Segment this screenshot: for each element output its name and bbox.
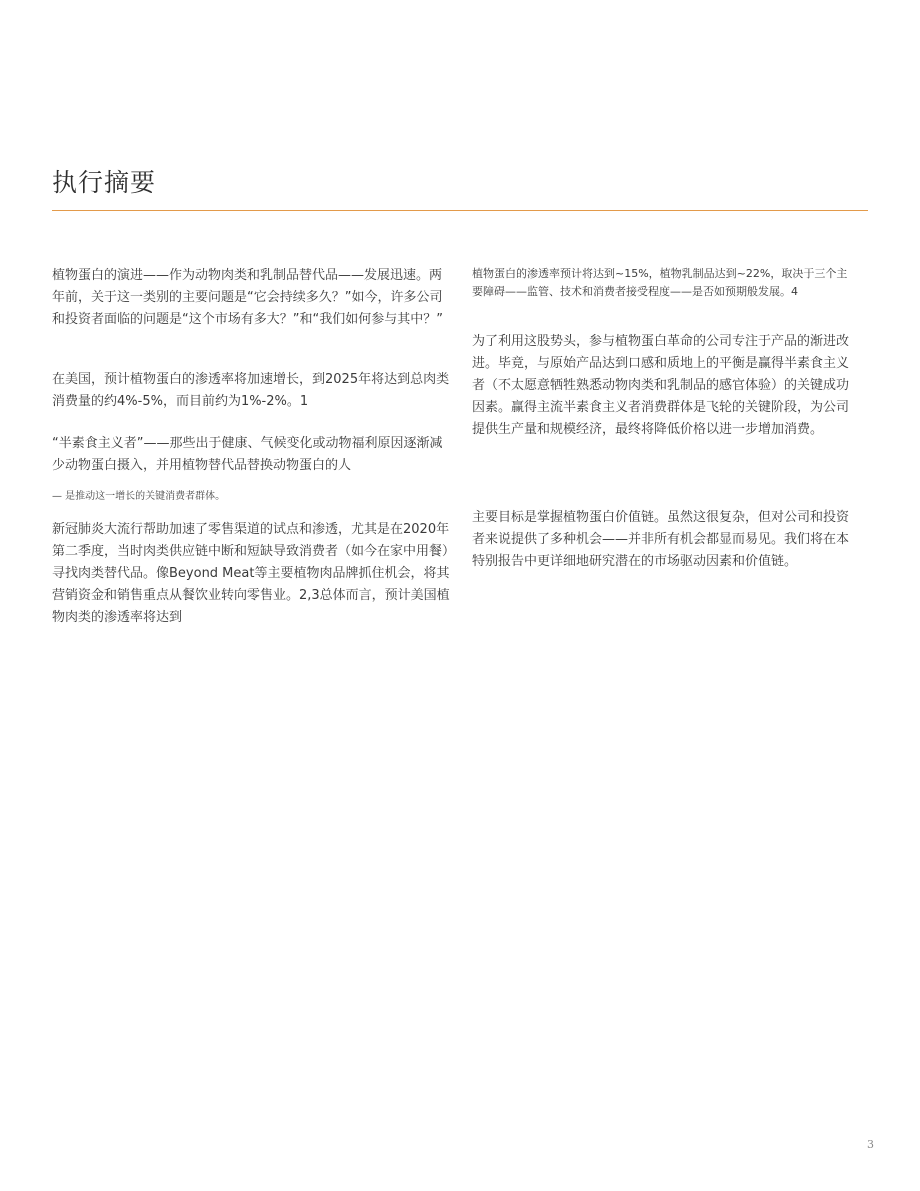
- right-column: [472, 265, 858, 573]
- paragraph-flexitarian: “半素食主义者”——那些出于健康、气候变化或动物福利原因逐渐减少动物蛋白摄入，并用植物替代品替换动物蛋白的人: [52, 436, 443, 473]
- paragraph-value-chain: 主要目标是掌握植物蛋白价值链。虽然这很复杂，但对公司和投资者来说提供了多种机会——并非所有机会都显而易见。我们将在本特别报告中更详细地研究潜在的市场驱动因素和价值链。: [472, 510, 850, 569]
- page-number: 3: [867, 1138, 874, 1151]
- paragraph-covid: 新冠肺炎大流行帮助加速了零售渠道的试点和渗透，尤其是在2020年第二季度，当时肉类供应链中断和短缺导致消费者（如今在家中用餐）寻找肉类替代品。像Beyond Meat等主要植物肉品牌抓住机会，将其营销资金和销售重点从餐饮业转向零售业。2,3总体而言，预计美国植物肉类的渗透率将达到: [52, 522, 450, 625]
- paragraph-momentum: 为了利用这股势头，参与植物蛋白革命的公司专注于产品的渐进改进。毕竟，与原始产品达到口感和质地上的平衡是赢得半素食主义者（不太愿意牺牲熟悉动物肉类和乳制品的感官体验）的关键成功因素。赢得主流半素食主义者消费群体是飞轮的关键阶段，为公司提供生产量和规模经济，最终将降低价格以进一步增加消费。: [472, 334, 850, 437]
- left-column: [52, 265, 450, 629]
- title-divider: [52, 210, 868, 211]
- paragraph-us-penetration: 在美国，预计植物蛋白的渗透率将加速增长，到2025年将达到总肉类消费量的约4%-5%，而目前约为1%-2%。1: [52, 372, 450, 409]
- page-title: 执行摘要: [52, 168, 157, 197]
- paragraph-intro: 植物蛋白的演进——作为动物肉类和乳制品替代品——发展迅速。两年前，关于这一类别的主要问题是“它会持续多久？”如今，许多公司和投资者面临的问题是“这个市场有多大？”和“我们如何参与其中？”: [52, 268, 443, 327]
- paragraph-penetration-forecast: 植物蛋白的渗透率预计将达到~15%，植物乳制品达到~22%，取决于三个主要障碍——监管、技术和消费者接受程度——是否如预期般发展。4: [472, 267, 848, 298]
- flexitarian-note: — 是推动这一增长的关键消费者群体。: [52, 491, 226, 502]
